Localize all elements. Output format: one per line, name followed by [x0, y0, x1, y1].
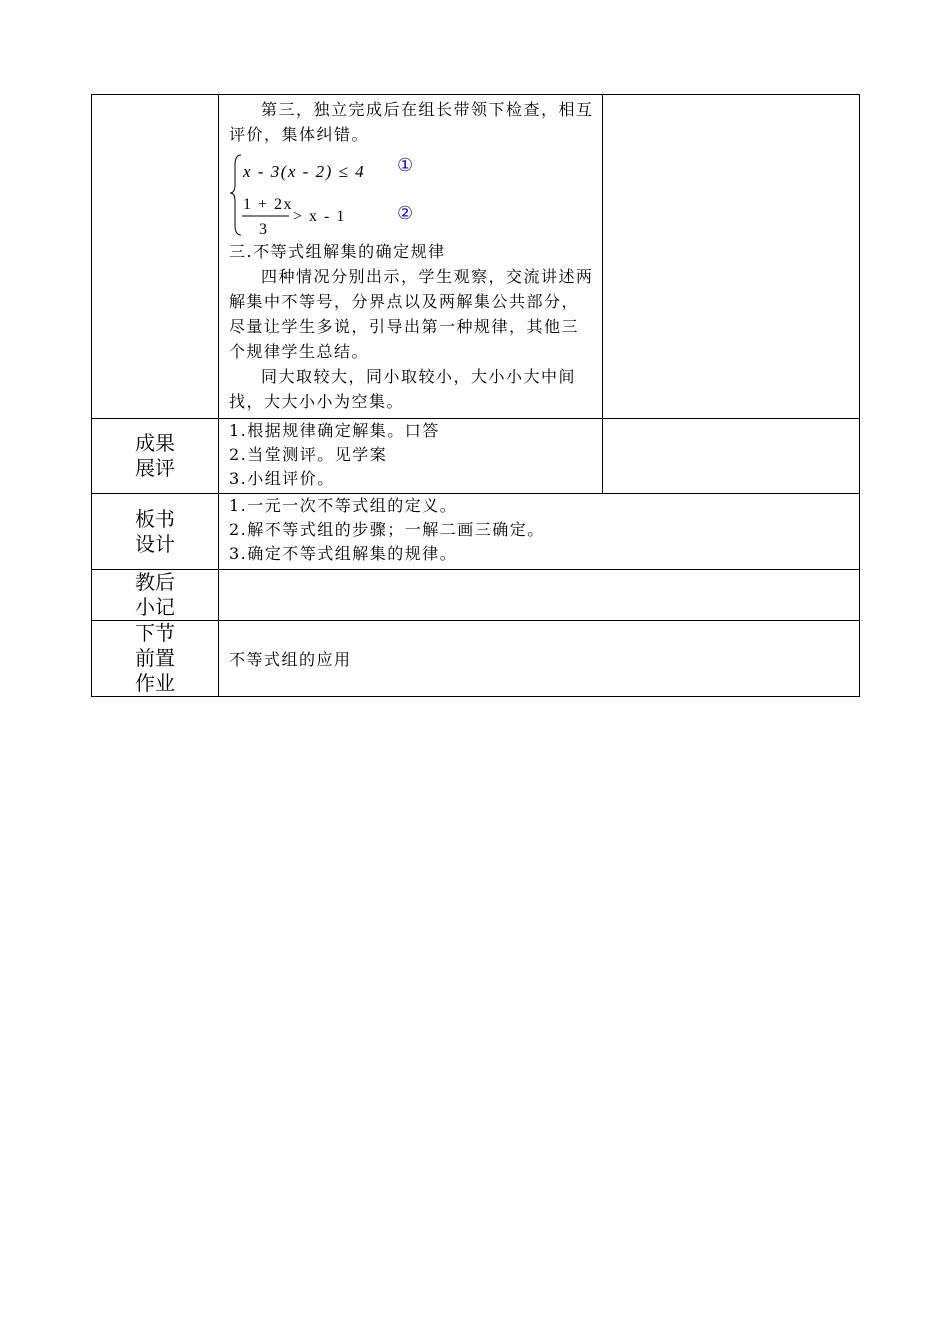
list-item: 2.解不等式组的步骤；一解二画三确定。: [229, 520, 545, 539]
marker-2: ②: [397, 203, 415, 224]
inequality-system: [229, 147, 594, 239]
row-process-notes: [603, 95, 860, 419]
row-results-label: [92, 419, 219, 494]
inequality-2-numerator: 1 + 2x: [243, 196, 294, 213]
list-item: 2.当堂测评。见学案: [229, 445, 388, 464]
row-results-notes: [603, 419, 860, 494]
row-results-content: [219, 419, 603, 494]
marker-1: ①: [397, 155, 415, 176]
lesson-plan-table: [91, 94, 860, 697]
label-line: 设计: [135, 531, 175, 556]
row-reflection-content: [219, 570, 860, 621]
label-line: 成果: [135, 431, 175, 455]
homework-text: 不等式组的应用: [229, 650, 352, 669]
row-board: [92, 494, 860, 570]
row-board-label: [92, 494, 219, 570]
paragraph-rule-summary: 同大取较大，同小取较小，大小小大中间找，大大小小为空集。: [229, 367, 577, 411]
row-results: [92, 419, 860, 494]
list-item: 3.确定不等式组解集的规律。: [229, 544, 458, 563]
paragraph-check: 第三，独立完成后在组长带领下检查，相互评价，集体纠错。: [229, 100, 594, 144]
list-item: 1.根据规律确定解集。口答: [229, 421, 440, 440]
label-line: 下节: [135, 621, 175, 645]
row-process-label: [92, 95, 219, 419]
row-homework: [92, 621, 860, 697]
label-line: 作业: [135, 671, 175, 695]
section-heading: 三.不等式组解集的确定规律: [229, 242, 446, 261]
inequality-2-denominator: 3: [259, 221, 269, 238]
inequality-2-rhs: > x - 1: [293, 208, 346, 225]
label-line: 展评: [135, 456, 175, 480]
list-item: 1.一元一次不等式组的定义。: [229, 496, 458, 515]
label-line: 前置: [135, 646, 175, 670]
row-reflection: [92, 570, 860, 621]
row-process-content: [219, 95, 603, 419]
label-line: 板书: [135, 506, 175, 531]
row-board-content: [219, 494, 860, 570]
row-homework-label: [92, 621, 219, 697]
list-item: 3.小组评价。: [229, 469, 335, 488]
inequality-system-graphic: [229, 147, 613, 239]
paragraph-discussion: 四种情况分别出示，学生观察，交流讲述两解集中不等号，分界点以及两解集公共部分，尽量让学生多说，引导出第一种规律，其他三个规律学生总结。: [229, 267, 594, 361]
inequality-1: x - 3(x - 2) ≤ 4: [243, 162, 366, 181]
row-process: [92, 95, 860, 419]
row-homework-content: [219, 621, 860, 697]
label-line: 教后: [135, 570, 175, 594]
label-line: 小记: [135, 595, 175, 619]
row-reflection-label: [92, 570, 219, 621]
